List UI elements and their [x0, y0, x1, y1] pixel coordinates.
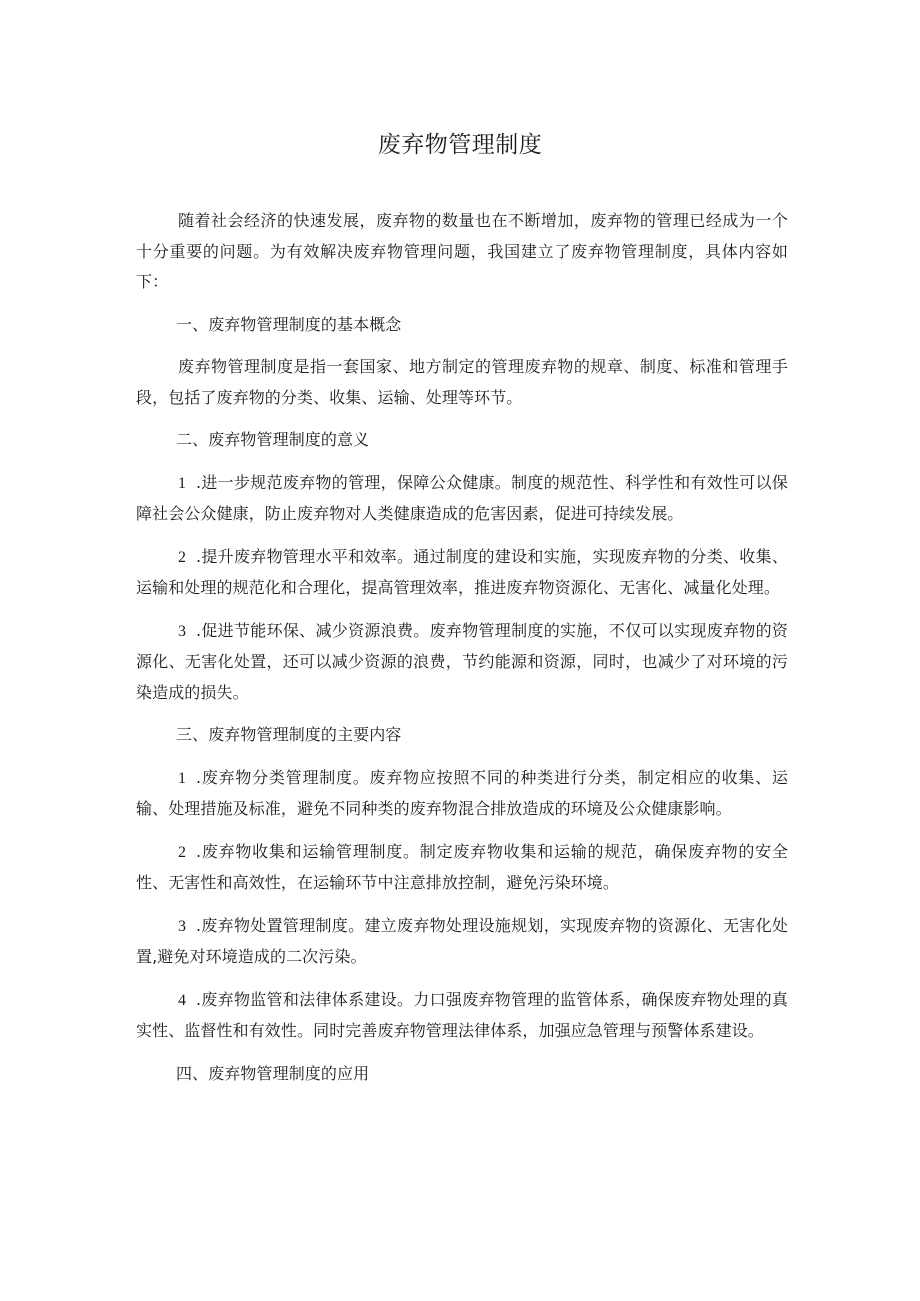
item-text: .废弃物分类管理制度。废弃物应按照不同的种类进行分类，制定相应的收集、运输、处理措施及标准，避免不同种类的废弃物混合排放造成的环境及公众健康影响。 — [136, 767, 788, 818]
section-1-body: 废弃物管理制度是指一套国家、地方制定的管理废弃物的规章、制度、标准和管理手段，包括了废弃物的分类、收集、运输、处理等环节。 — [136, 357, 788, 407]
document-body — [136, 206, 788, 1101]
section-3-item-2 — [136, 837, 788, 899]
section-2-heading: 二、废弃物管理制度的意义 — [176, 430, 370, 449]
section-4-heading: 四、废弃物管理制度的应用 — [176, 1063, 370, 1083]
item-number: 1 — [178, 769, 187, 787]
section-3-heading: 三、废弃物管理制度的主要内容 — [176, 725, 402, 744]
item-number: 3 — [178, 917, 187, 935]
section-1-heading: 一、废弃物管理制度的基本概念 — [176, 314, 402, 334]
item-text: .废弃物收集和运输管理制度。制定废弃物收集和运输的规范，确保废弃物的安全性、无害性和高效性，在运输环节中注意排放控制，避免污染环境。 — [136, 841, 788, 892]
intro-paragraph: 随着社会经济的快速发展，废弃物的数量也在不断增加，废弃物的管理已经成为一个十分重要的问题。为有效解决废弃物管理问题，我国建立了废弃物管理制度，具体内容如下： — [136, 211, 788, 291]
item-number: 3 — [178, 622, 187, 640]
item-number: 2 — [178, 548, 187, 566]
item-text: .进一步规范废弃物的管理，保障公众健康。制度的规范性、科学性和有效性可以保障社会公众健康，防止废弃物对人类健康造成的危害因素，促进可持续发展。 — [136, 472, 788, 523]
item-text: .废弃物监管和法律体系建设。力口强废弃物管理的监管体系，确保废弃物处理的真实性、监督性和有效性。同时完善废弃物管理法律体系，加强应急管理与预警体系建设。 — [136, 989, 788, 1040]
section-2-item-3 — [136, 616, 788, 709]
item-text: .促进节能环保、减少资源浪费。废弃物管理制度的实施，不仅可以实现废弃物的资源化、无害化处置，还可以减少资源的浪费，节约能源和资源，同时，也减少了对环境的污染造成的损失。 — [136, 620, 788, 702]
item-number: 4 — [178, 991, 187, 1009]
item-text: .废弃物处置管理制度。建立废弃物处理设施规划，实现废弃物的资源化、无害化处置,避免对环境造成的二次污染。 — [136, 915, 788, 966]
item-number: 1 — [178, 474, 187, 492]
item-number: 2 — [178, 843, 187, 861]
page-title: 废弃物管理制度 — [377, 132, 543, 158]
section-3-item-1 — [136, 763, 788, 825]
section-2-item-1 — [136, 468, 788, 530]
section-3-item-3 — [136, 911, 788, 973]
section-2-item-2 — [136, 542, 788, 604]
section-3-item-4 — [136, 985, 788, 1047]
item-text: .提升废弃物管理水平和效率。通过制度的建设和实施，实现废弃物的分类、收集、运输和处理的规范化和合理化，提高管理效率，推进废弃物资源化、无害化、减量化处理。 — [136, 546, 788, 597]
